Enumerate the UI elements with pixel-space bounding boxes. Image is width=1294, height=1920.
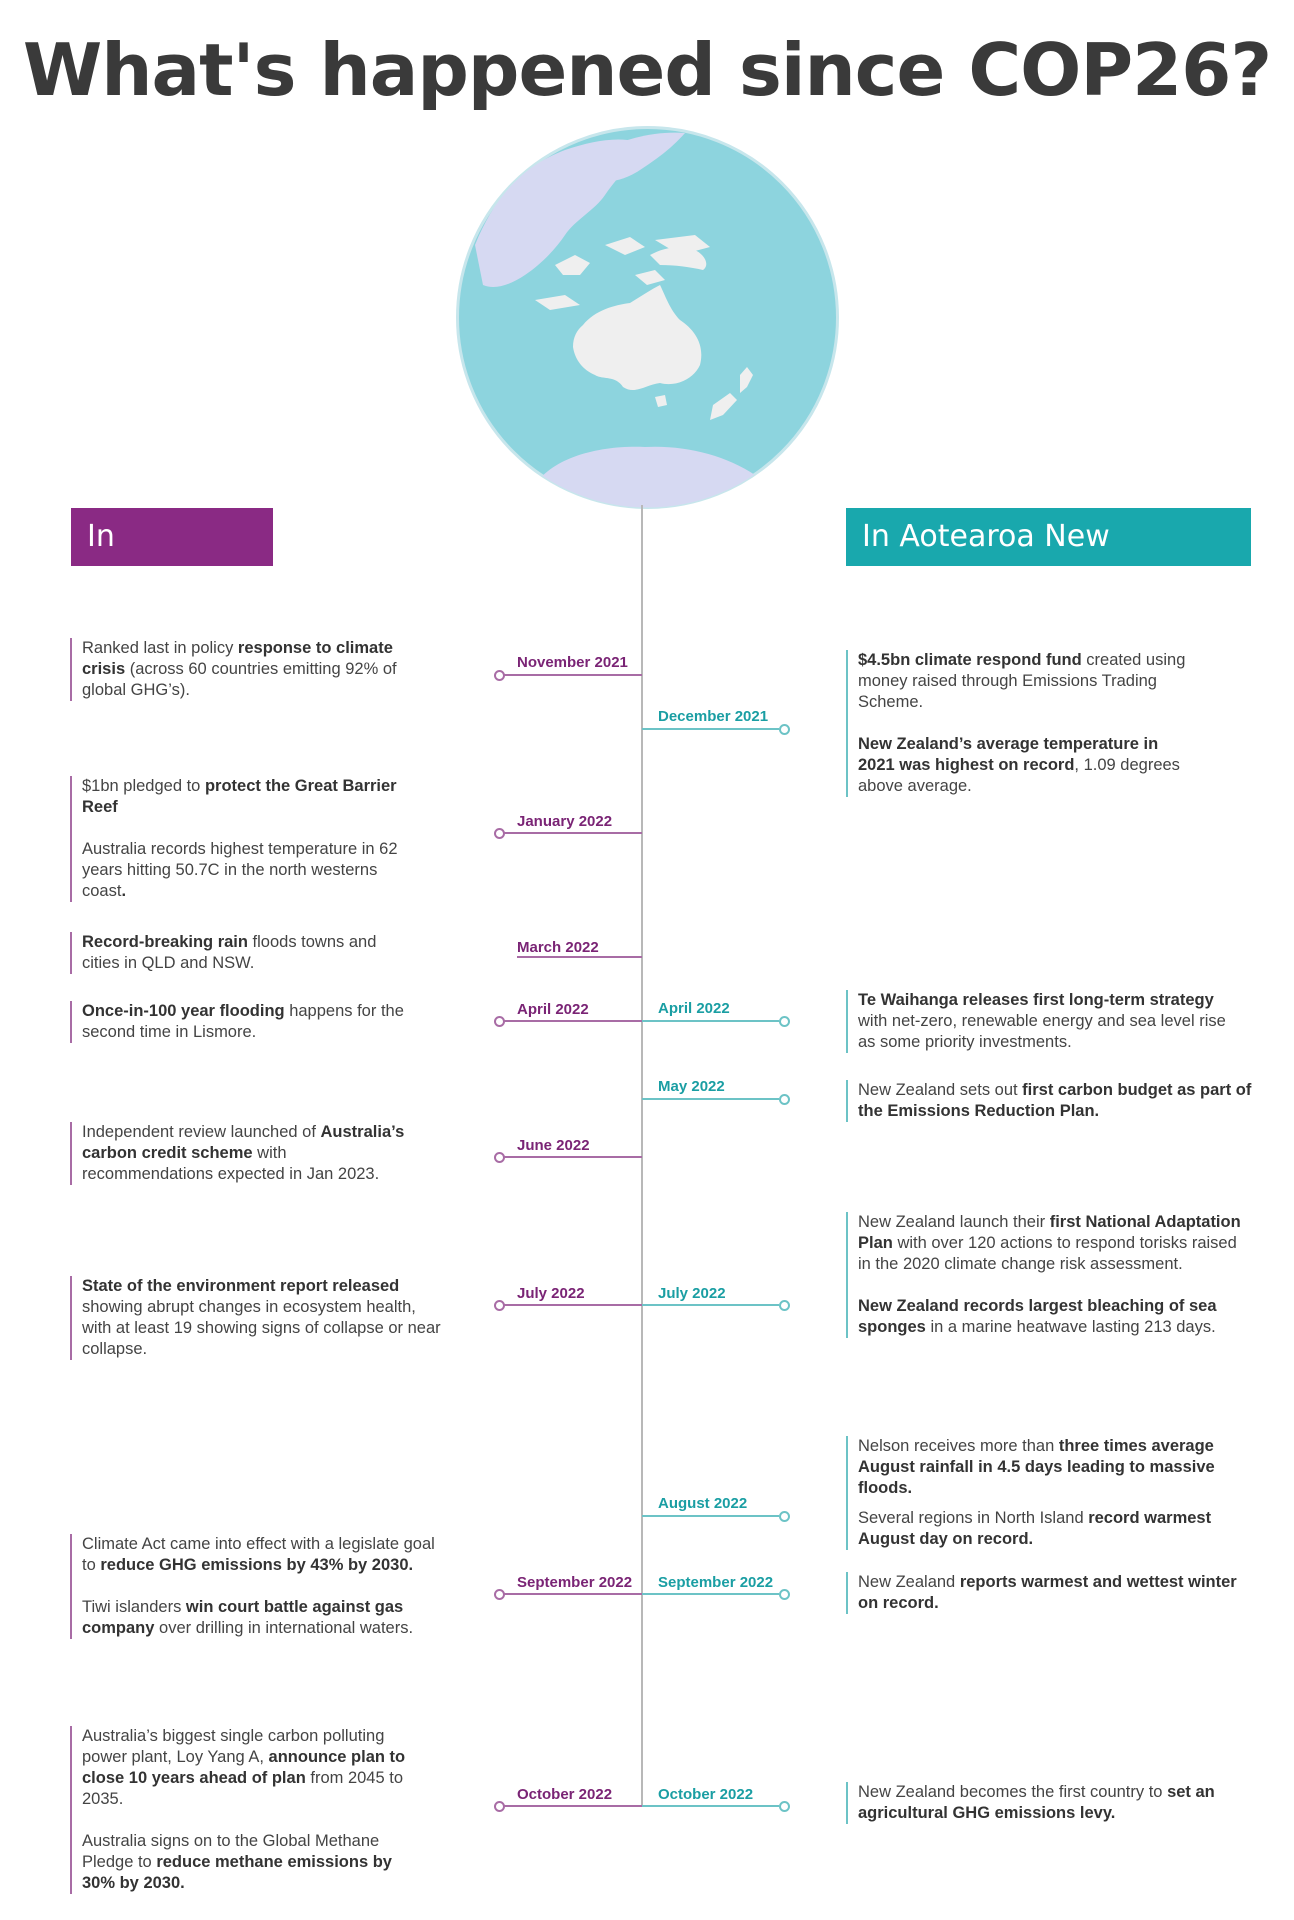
timeline-dot <box>779 1016 790 1027</box>
new-zealand-entry: $4.5bn climate respond fund created using money raised through Emissions Trading Scheme. New Zealand’s average temperature in 2021 was highest on record, 1.09 degrees above average. <box>846 650 1198 797</box>
timeline-tick <box>504 1805 642 1807</box>
timeline-tick <box>504 1593 642 1595</box>
new-zealand-entry: Nelson receives more than three times average August rainfall in 4.5 days leading to massive floods. Several regions in North Island record warmest August day on record. <box>846 1436 1238 1550</box>
new-zealand-entry: New Zealand reports warmest and wettest winter on record. <box>846 1572 1238 1614</box>
timeline-axis <box>641 505 643 1805</box>
date-label: April 2022 <box>517 1001 589 1018</box>
timeline-tick <box>642 1304 779 1306</box>
globe-illustration <box>455 125 840 510</box>
timeline-tick <box>642 728 779 730</box>
date-label: June 2022 <box>517 1137 590 1154</box>
new-zealand-entry: Te Waihanga releases first long-term strategy with net-zero, renewable energy and sea level rise as some priority investments. <box>846 990 1238 1053</box>
date-label: October 2022 <box>517 1786 613 1803</box>
australia-entry: Record-breaking rain floods towns and cities in QLD and NSW. <box>70 932 412 974</box>
australia-entry: Climate Act came into effect with a legislate goal to reduce GHG emissions by 43% by 2030. Tiwi islanders win court battle against gas company over drilling in international waters. <box>70 1534 442 1639</box>
timeline-tick <box>504 1156 642 1158</box>
australia-entry: Australia’s biggest single carbon polluting power plant, Loy Yang A, announce plan to close 10 years ahead of plan from 2045 to 2035. Australia signs on to the Global Methane Pledge to reduce methane emissions by 30% by 2030. <box>70 1726 422 1894</box>
date-label: July 2022 <box>517 1285 585 1302</box>
timeline-tick <box>642 1098 779 1100</box>
australia-entry: State of the environment report released showing abrupt changes in ecosystem health, with at least 19 showing signs of collapse or near collapse. <box>70 1276 442 1360</box>
date-label: October 2022 <box>658 1786 754 1803</box>
date-label: March 2022 <box>517 939 599 956</box>
date-label: April 2022 <box>658 1000 730 1017</box>
date-label: July 2022 <box>658 1285 726 1302</box>
timeline-tick <box>504 832 642 834</box>
new-zealand-entry: New Zealand becomes the first country to set an agricultural GHG emissions levy. <box>846 1782 1258 1824</box>
timeline-tick <box>642 1020 779 1022</box>
timeline-dot <box>779 1094 790 1105</box>
timeline-dot <box>779 1300 790 1311</box>
australia-entry: Independent review launched of Australia’s carbon credit scheme with recommendations expected in Jan 2023. <box>70 1122 422 1185</box>
timeline-dot <box>779 724 790 735</box>
timeline-tick <box>517 956 642 958</box>
australia-entry: Once-in-100 year flooding happens for the second time in Lismore. <box>70 1001 432 1043</box>
date-label: January 2022 <box>517 813 613 830</box>
australia-entry: Ranked last in policy response to climate crisis (across 60 countries emitting 92% of global GHG’s). <box>70 638 422 701</box>
header-new-zealand: In Aotearoa New Zealand <box>846 508 1251 566</box>
timeline-tick <box>642 1805 779 1807</box>
page-title: What's happened since COP26? <box>22 28 1272 112</box>
timeline-tick <box>642 1515 779 1517</box>
header-australia: In Australia <box>71 508 273 566</box>
australia-entry: $1bn pledged to protect the Great Barrier Reef Australia records highest temperature in 62 years hitting 50.7C in the north westerns coast. <box>70 776 402 902</box>
date-label: September 2022 <box>658 1574 774 1591</box>
timeline-tick <box>504 1304 642 1306</box>
date-label: May 2022 <box>658 1078 725 1095</box>
new-zealand-entry: New Zealand sets out first carbon budget as part of the Emissions Reduction Plan. <box>846 1080 1258 1122</box>
timeline-dot <box>779 1589 790 1600</box>
timeline-tick <box>642 1593 779 1595</box>
date-label: November 2021 <box>517 654 628 671</box>
date-label: December 2021 <box>658 708 769 725</box>
date-label: September 2022 <box>517 1574 633 1591</box>
date-label: August 2022 <box>658 1495 748 1512</box>
timeline-tick <box>504 1020 642 1022</box>
timeline-dot <box>779 1801 790 1812</box>
new-zealand-entry: New Zealand launch their first National Adaptation Plan with over 120 actions to respond torisks raised in the 2020 climate change risk assessment. New Zealand records largest bleaching of sea sponges in a marine heatwave lasting 213 days. <box>846 1212 1248 1338</box>
timeline-tick <box>504 674 642 676</box>
timeline-dot <box>779 1511 790 1522</box>
